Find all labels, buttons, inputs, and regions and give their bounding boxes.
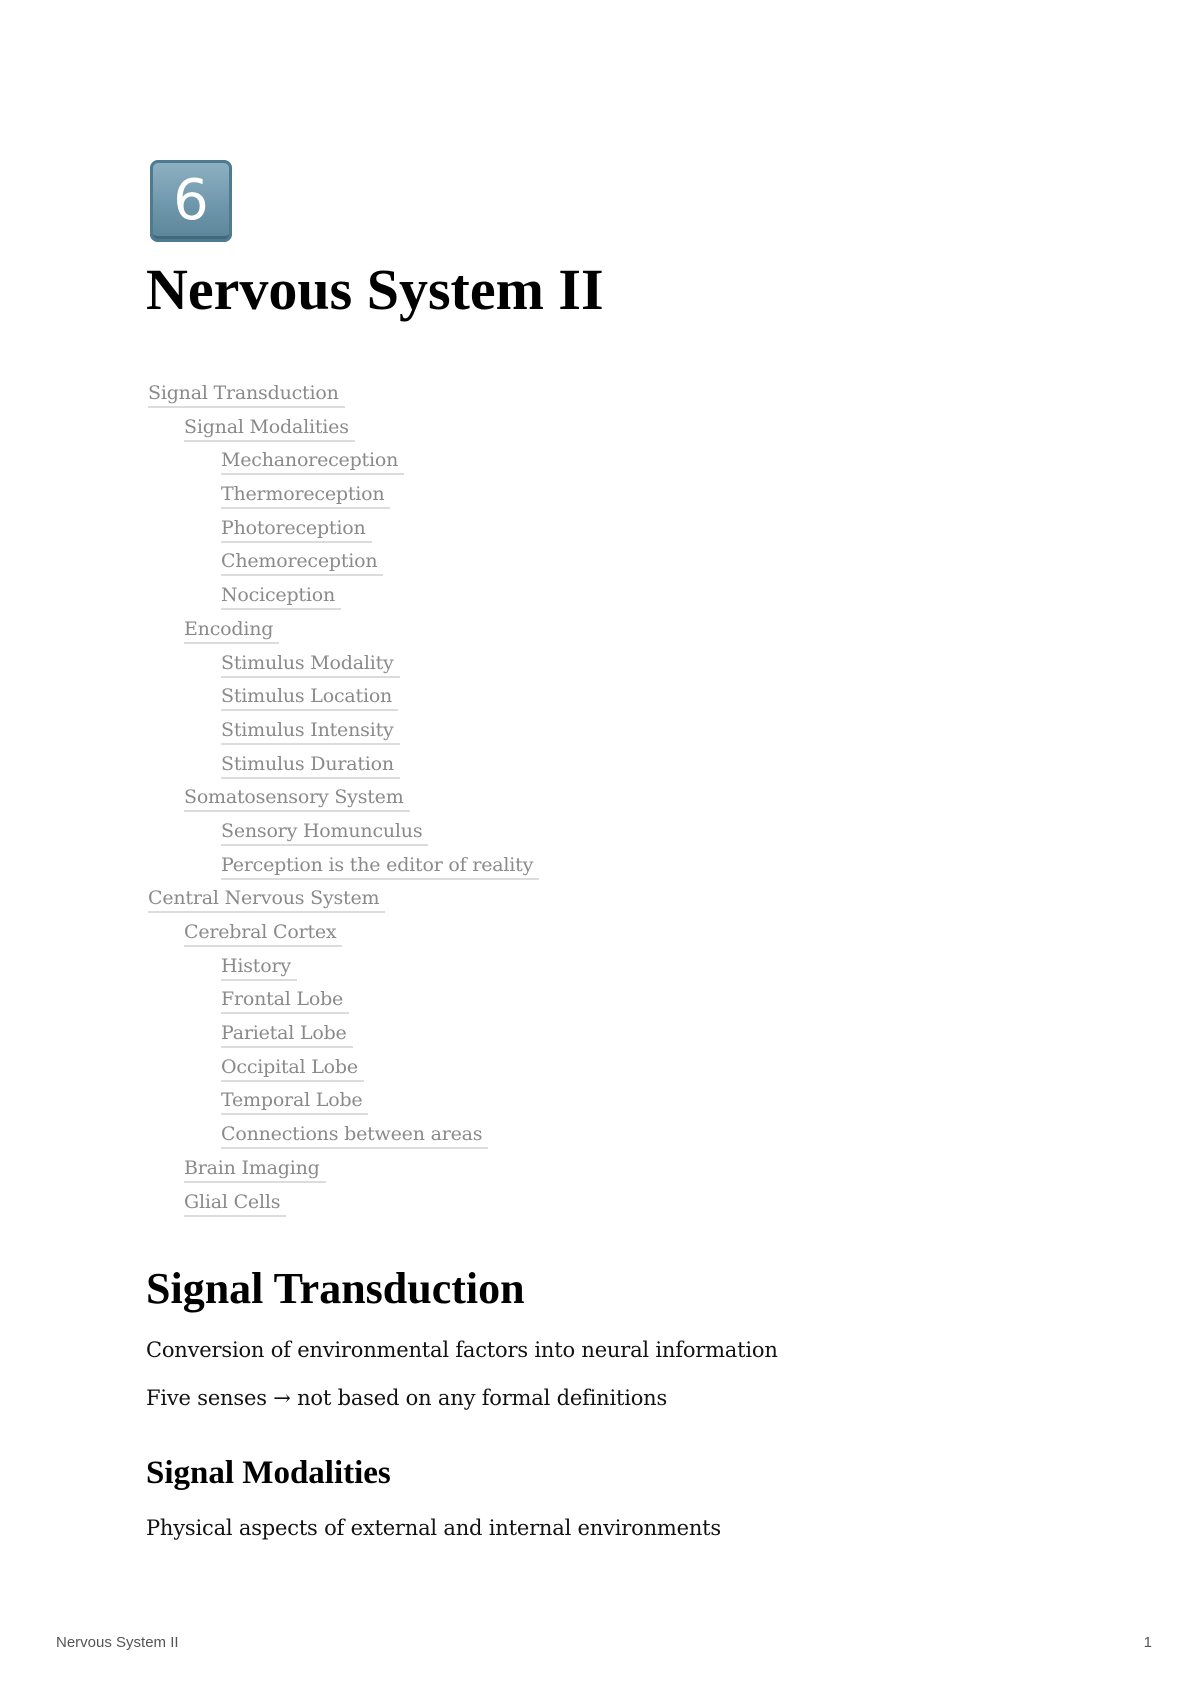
toc-item	[148, 685, 539, 719]
toc-link[interactable]: Connections between areas	[221, 1123, 488, 1149]
toc-link[interactable]: Temporal Lobe	[221, 1089, 368, 1115]
toc-link[interactable]: Signal Modalities	[184, 416, 355, 442]
toc-item	[148, 921, 539, 955]
toc-item	[148, 652, 539, 686]
toc-item	[148, 416, 539, 450]
toc-item	[148, 1089, 539, 1123]
toc-item	[148, 786, 539, 820]
chapter-number: 6	[173, 168, 209, 233]
toc-link[interactable]: Cerebral Cortex	[184, 921, 342, 947]
toc-link[interactable]: Sensory Homunculus	[221, 820, 428, 846]
toc-item	[148, 955, 539, 989]
toc-link[interactable]: Stimulus Intensity	[221, 719, 400, 745]
toc-item	[148, 517, 539, 551]
toc-item	[148, 449, 539, 483]
toc-item	[148, 753, 539, 787]
table-of-contents	[148, 382, 539, 1224]
toc-link[interactable]: Glial Cells	[184, 1191, 286, 1217]
toc-item	[148, 854, 539, 888]
toc-item	[148, 584, 539, 618]
footer-page-number: 1	[1143, 1634, 1152, 1651]
toc-item	[148, 1123, 539, 1157]
toc-link[interactable]: Signal Transduction	[148, 382, 345, 408]
toc-link[interactable]: Stimulus Modality	[221, 652, 400, 678]
toc-item	[148, 820, 539, 854]
keycap-six-icon	[150, 160, 232, 242]
heading-signal-modalities: Signal Modalities	[146, 1455, 391, 1491]
toc-item	[148, 1056, 539, 1090]
toc-link[interactable]: History	[221, 955, 297, 981]
toc-link[interactable]: Occipital Lobe	[221, 1056, 364, 1082]
toc-link[interactable]: Nociception	[221, 584, 341, 610]
toc-link[interactable]: Parietal Lobe	[221, 1022, 353, 1048]
toc-link[interactable]: Mechanoreception	[221, 449, 404, 475]
toc-link[interactable]: Thermoreception	[221, 483, 390, 509]
toc-item	[148, 1191, 539, 1225]
page-title: Nervous System II	[146, 257, 604, 322]
toc-link[interactable]: Brain Imaging	[184, 1157, 326, 1183]
toc-item	[148, 1157, 539, 1191]
footer-doc-title: Nervous System II	[56, 1634, 179, 1651]
paragraph: Physical aspects of external and internal environments	[146, 1516, 721, 1540]
toc-item	[148, 1022, 539, 1056]
paragraph: Five senses → not based on any formal definitions	[146, 1386, 668, 1410]
toc-link[interactable]: Encoding	[184, 618, 279, 644]
toc-item	[148, 988, 539, 1022]
toc-link[interactable]: Central Nervous System	[148, 887, 385, 913]
paragraph: Conversion of environmental factors into neural information	[146, 1338, 778, 1362]
toc-item	[148, 887, 539, 921]
toc-item	[148, 483, 539, 517]
heading-signal-transduction: Signal Transduction	[146, 1264, 525, 1313]
toc-link[interactable]: Stimulus Location	[221, 685, 398, 711]
toc-link[interactable]: Frontal Lobe	[221, 988, 349, 1014]
toc-link[interactable]: Perception is the editor of reality	[221, 854, 539, 880]
toc-item	[148, 550, 539, 584]
toc-item	[148, 719, 539, 753]
toc-link[interactable]: Stimulus Duration	[221, 753, 400, 779]
toc-item	[148, 618, 539, 652]
toc-link[interactable]: Somatosensory System	[184, 786, 410, 812]
toc-link[interactable]: Photoreception	[221, 517, 372, 543]
toc-item	[148, 382, 539, 416]
toc-link[interactable]: Chemoreception	[221, 550, 383, 576]
